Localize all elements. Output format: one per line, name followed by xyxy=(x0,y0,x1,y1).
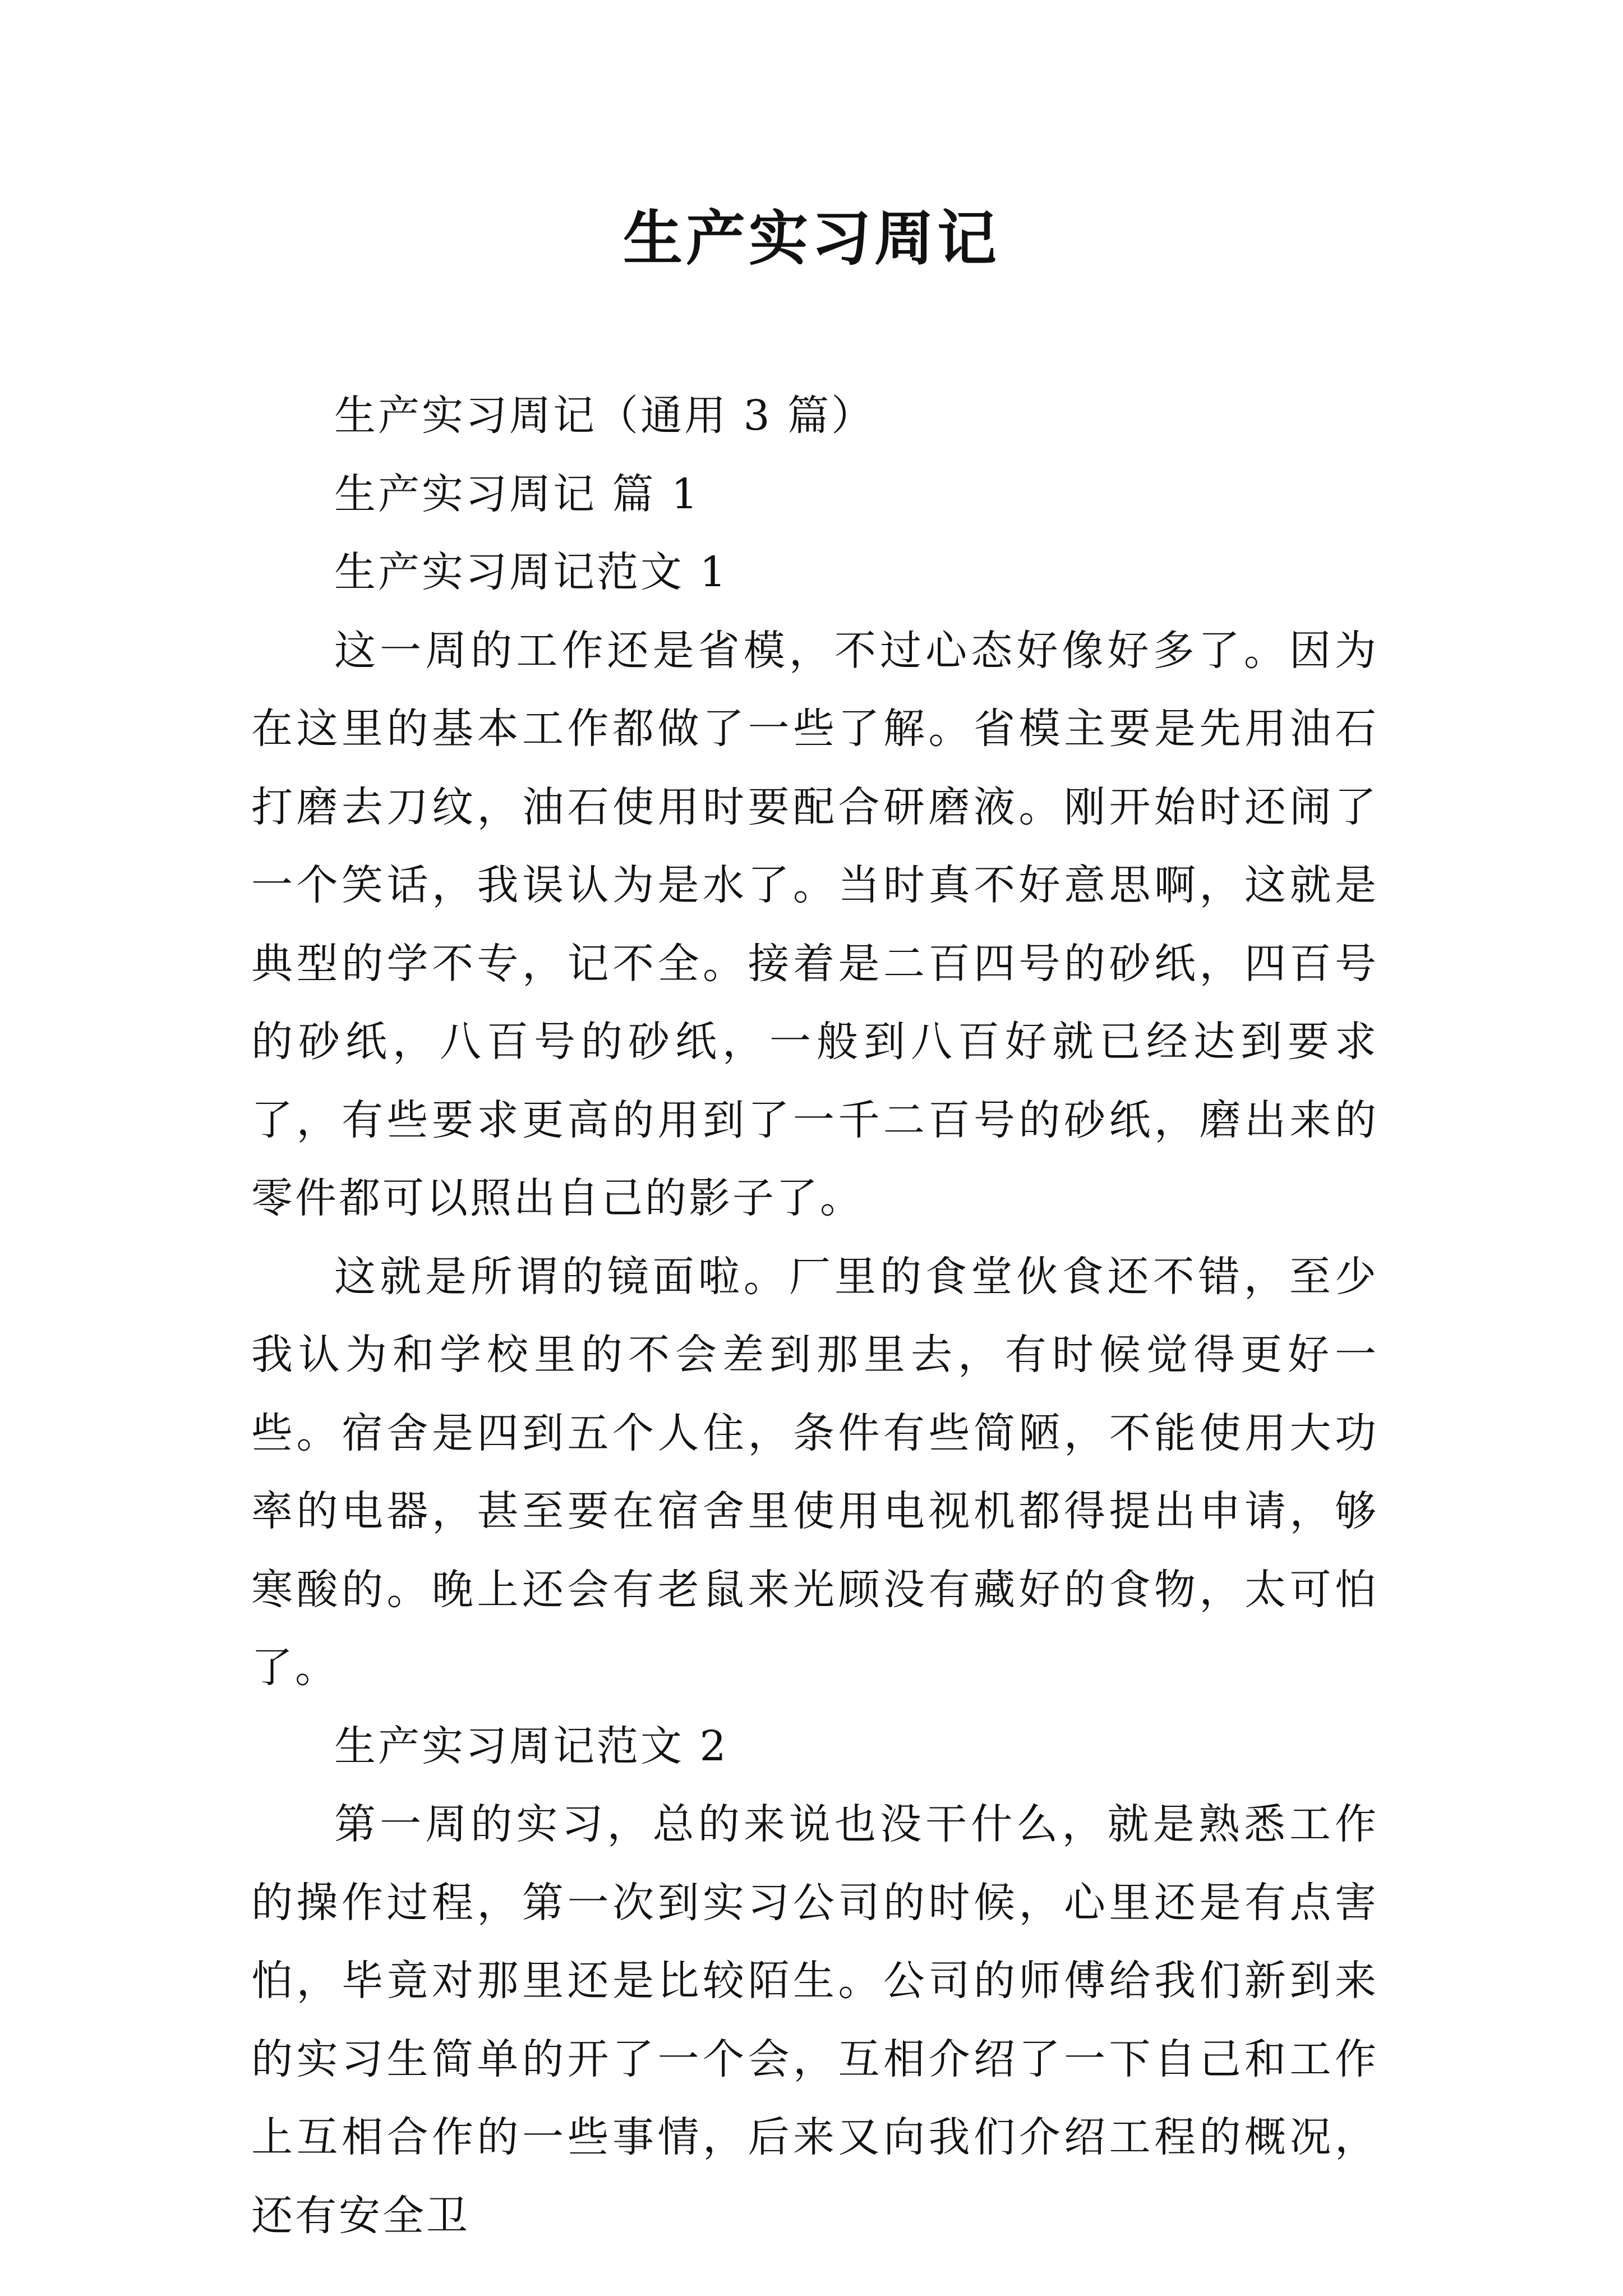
document-title: 生产实习周记 xyxy=(623,203,1000,273)
paragraph-section-heading: 生产实习周记 篇 1 xyxy=(334,470,700,518)
document-body xyxy=(251,377,1378,2255)
paragraph-body-2: 这就是所谓的镜面啦。厂里的食堂伙食还不错，至少我认为和学校里的不会差到那里去，有时候觉得更好一些。宿舍是四到五个人住，条件有些简陋，不能使用大功率的电器，甚至要在宿舍里使用电视机都得提出申请，够寒酸的。晚上还会有老鼠来光顾没有藏好的食物，太可怕了。 xyxy=(251,1252,1378,1692)
paragraph-body-3: 第一周的实习，总的来说也没干什么，就是熟悉工作的操作过程，第一次到实习公司的时候，心里还是有点害怕，毕竟对那里还是比较陌生。公司的师傅给我们新到来的实习生简单的开了一个会，互相介绍了一下自己和工作上互相合作的一些事情，后来又向我们介绍工程的概况，还有安全卫 xyxy=(251,1800,1378,2240)
paragraph-intro: 生产实习周记（通用 3 篇） xyxy=(334,392,875,440)
paragraph-body-1: 这一周的工作还是省模，不过心态好像好多了。因为在这里的基本工作都做了一些了解。省模主要是先用油石打磨去刀纹，油石使用时要配合研磨液。刚开始时还闹了一个笑话，我误认为是水了。当时真不好意思啊，这就是典型的学不专，记不全。接着是二百四号的砂纸，四百号的砂纸，八百号的砂纸，一般到八百好就已经达到要求了，有些要求更高的用到了一千二百号的砂纸，磨出来的零件都可以照出自己的影子了。 xyxy=(251,626,1378,1222)
paragraph-example-heading-1: 生产实习周记范文 1 xyxy=(334,548,728,596)
paragraph-example-heading-2: 生产实习周记范文 2 xyxy=(334,1722,728,1770)
